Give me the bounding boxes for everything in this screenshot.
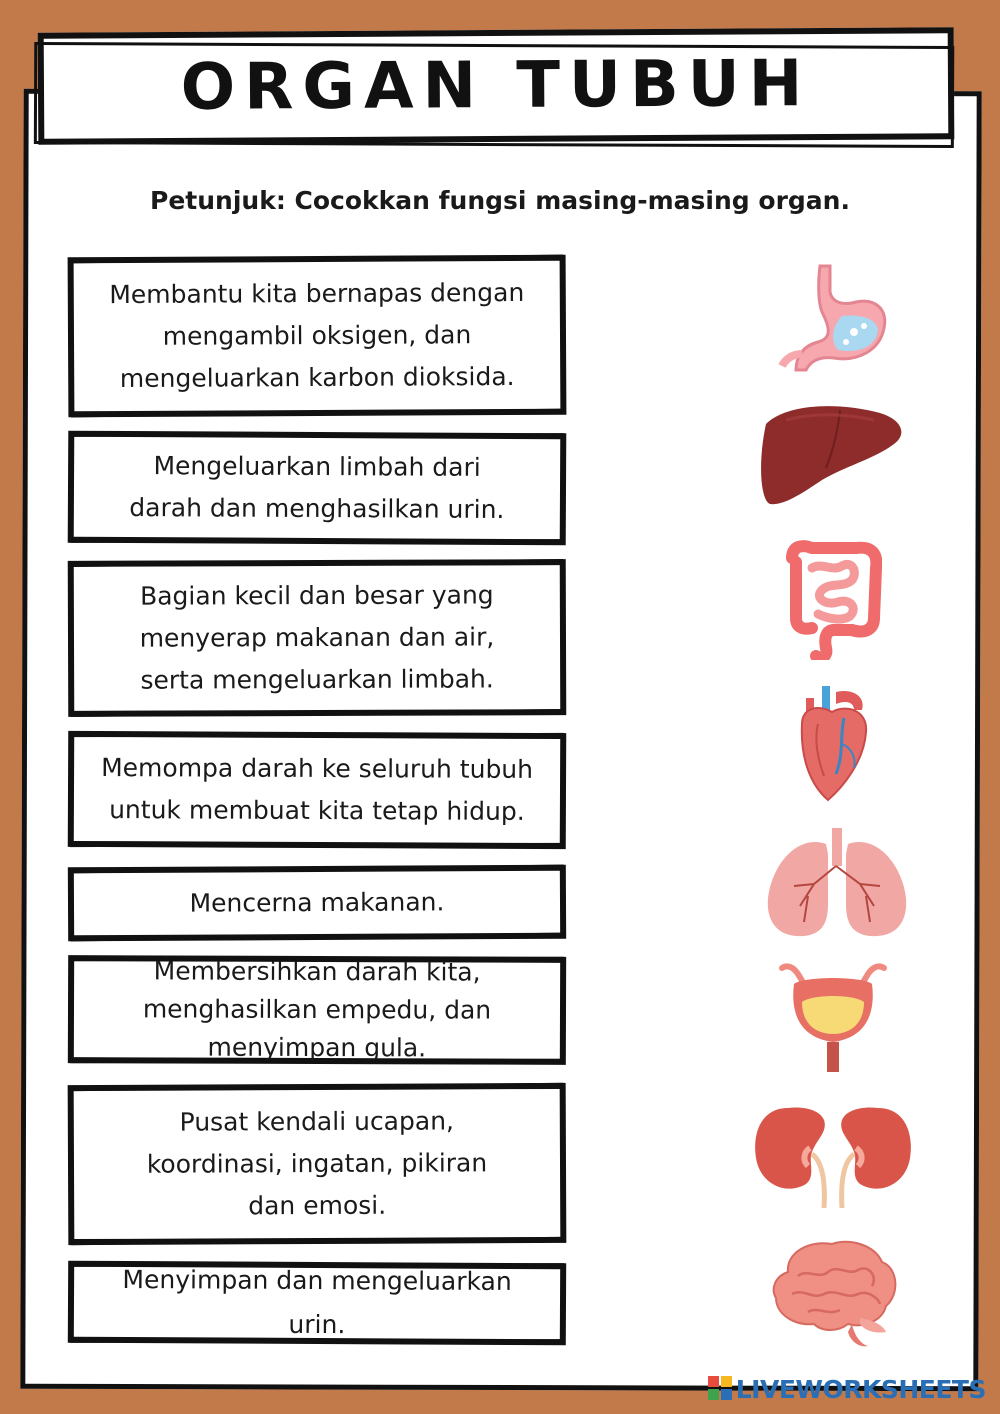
function-card-8[interactable]: Menyimpan dan mengeluarkan urin.: [68, 1261, 566, 1346]
kidneys-icon[interactable]: [750, 1104, 916, 1210]
function-card-7[interactable]: Pusat kendali ucapan, koordinasi, ingatan, pikiran dan emosi.: [68, 1083, 567, 1245]
instruction-text: Petunjuk: Cocokkan fungsi masing-masing organ.: [150, 186, 850, 215]
title-banner: [38, 27, 955, 145]
function-card-5[interactable]: Mencerna makanan.: [68, 865, 566, 942]
function-card-1[interactable]: Membantu kita bernapas dengan mengambil oksigen, dan mengeluarkan karbon dioksida.: [68, 255, 567, 418]
stomach-icon[interactable]: [772, 262, 892, 374]
function-card-3[interactable]: Bagian kecil dan besar yang menyerap makanan dan air, serta mengeluarkan limbah.: [68, 559, 567, 717]
liver-icon[interactable]: [756, 400, 908, 510]
bladder-icon[interactable]: [778, 962, 888, 1076]
brain-icon[interactable]: [768, 1236, 900, 1348]
liveworksheets-logo-icon: [708, 1376, 732, 1404]
function-card-2[interactable]: Mengeluarkan limbah dari darah dan menghasilkan urin.: [68, 431, 567, 546]
page-title: ORGAN TUBUH: [180, 47, 812, 125]
function-card-6[interactable]: Membersihkan darah kita, menghasilkan empedu, dan menyimpan gula.: [68, 955, 566, 1065]
function-card-4[interactable]: Memompa darah ke seluruh tubuh untuk membuat kita tetap hidup.: [68, 731, 567, 849]
lungs-icon[interactable]: [764, 826, 910, 940]
watermark: [708, 1375, 986, 1404]
intestine-icon[interactable]: [786, 538, 882, 660]
watermark-text: LIVEWORKSHEETS: [735, 1375, 986, 1404]
heart-icon[interactable]: [792, 684, 874, 802]
